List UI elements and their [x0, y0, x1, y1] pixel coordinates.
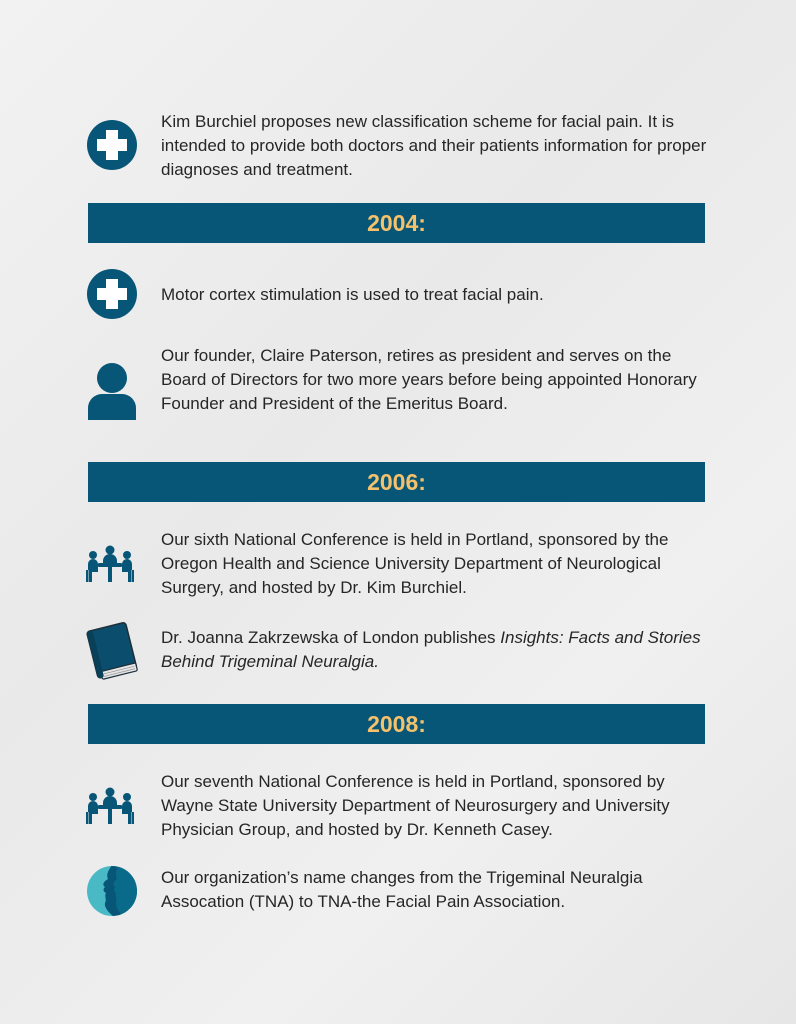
medical-cross-icon — [86, 268, 138, 320]
timeline-entry — [86, 528, 716, 600]
medical-cross-icon — [86, 119, 138, 171]
book-title: Insights: Facts and Stories Behind Trigeminal Neuralgia. — [161, 628, 701, 671]
entry-text: Kim Burchiel proposes new classification scheme for facial pain. It is intended to provide both doctors and their patients information for proper diagnoses and treatment. — [161, 112, 707, 179]
entry-text-prefix: Dr. Joanna Zakrzewska of London publishes — [161, 628, 501, 647]
entry-text — [161, 626, 721, 674]
entry-text: Our seventh National Conference is held in Portland, sponsored by Wayne State University Department of Neurosurgery and University Physician Group, and hosted by Dr. Kenneth Casey. — [161, 772, 670, 839]
conference-icon — [86, 544, 138, 596]
timeline-entry — [86, 620, 716, 684]
timeline-entry — [86, 268, 716, 322]
year-header: 2008: — [88, 704, 705, 744]
year-header: 2006: — [88, 462, 705, 502]
timeline-entry — [86, 770, 716, 842]
person-icon — [86, 362, 138, 414]
faces-logo-icon — [86, 865, 138, 917]
entry-text: Our organization’s name changes from the Trigeminal Neuralgia Assocation (TNA) to TNA-the Facial Pain Association. — [161, 868, 643, 911]
book-icon — [86, 622, 138, 674]
entry-text: Motor cortex stimulation is used to treat facial pain. — [161, 285, 544, 304]
entry-text: Our sixth National Conference is held in Portland, sponsored by the Oregon Health and Science University Department of Neurological Surgery, and hosted by Dr. Kim Burchiel. — [161, 530, 669, 597]
year-header: 2004: — [88, 203, 705, 243]
conference-icon — [86, 786, 138, 838]
entry-text: Our founder, Claire Paterson, retires as president and serves on the Board of Directors for two more years before being appointed Honorary Founder and President of the Emeritus Board. — [161, 346, 697, 413]
timeline-entry — [86, 862, 716, 918]
timeline-entry — [86, 344, 716, 440]
timeline-entry — [86, 110, 716, 180]
